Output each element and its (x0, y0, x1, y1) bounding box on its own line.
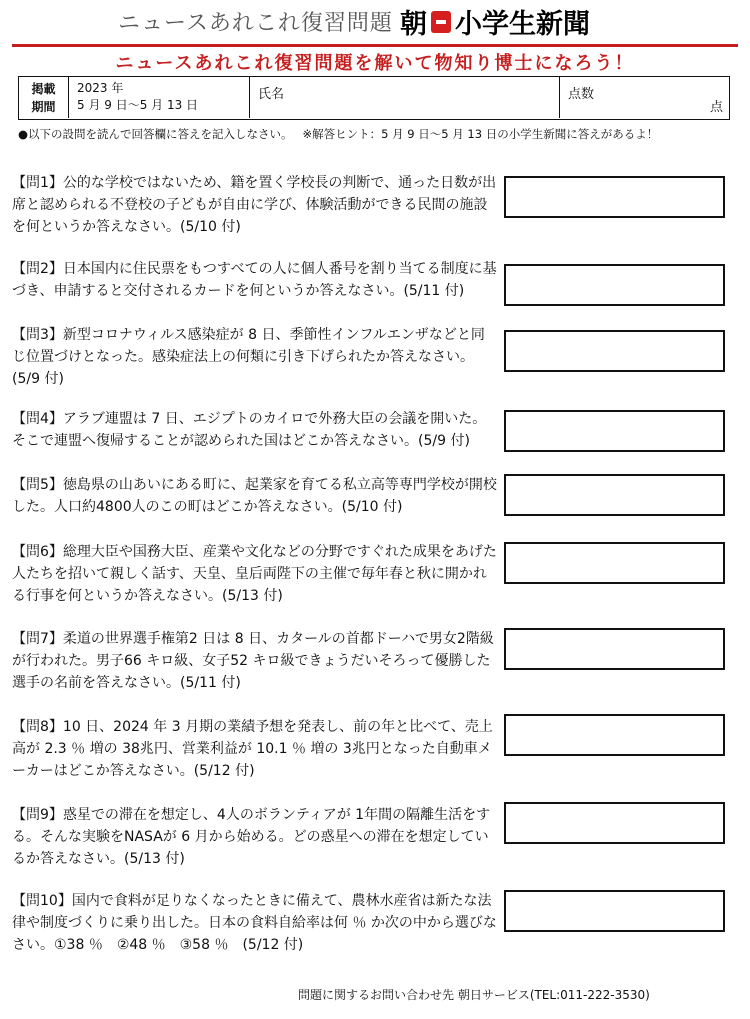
instructions-text: ●以下の設問を読んで回答欄に答えを記入しなさい。 (18, 127, 293, 141)
score-label: 点数 (568, 87, 595, 102)
logo-text-left: 朝 (400, 9, 427, 40)
answer-box-7[interactable] (504, 628, 725, 670)
publication-period (77, 80, 198, 114)
instructions (18, 126, 748, 142)
sheet-title: ニュースあれこれ復習問題 (118, 11, 393, 36)
info-table (18, 76, 730, 120)
name-label: 氏名 (258, 87, 285, 102)
answer-hint: ※解答ヒント：5 月 9 日～5 月 13 日の小学生新聞に答えがあるよ！ (302, 127, 659, 141)
question-8: 【問8】10 日、2024 年 3 月期の業績予想を発表し、前の年と比べて、売上高が 2.3 ％ 増の 38兆円、営業利益が 10.1 ％ 増の 3兆円となった自動車メーカーはどこか答えなさい。(5/12 付) (12, 719, 493, 779)
newspaper-logo (400, 2, 590, 41)
score-field[interactable] (559, 77, 729, 118)
answer-box-10[interactable] (504, 890, 725, 932)
period-year: 2023 年 (77, 81, 124, 95)
page-header (0, 0, 750, 44)
publication-label: 掲載 期間 (19, 77, 69, 118)
sun-logo-icon (431, 11, 451, 33)
question-5: 【問5】徳島県の山あいにある町に、起業家を育てる私立高等専門学校が開校した。人口約4800人のこの町はどこか答えなさい。(5/10 付) (12, 477, 497, 515)
answer-box-8[interactable] (504, 714, 725, 756)
question-2: 【問2】日本国内に住民票をもつすべての人に個人番号を割り当てる制度に基づき、申請すると交付されるカードを何というか答えなさい。(5/11 付) (12, 261, 497, 299)
name-field[interactable] (249, 77, 560, 118)
answer-box-5[interactable] (504, 474, 725, 516)
page-subtitle: ニュースあれこれ復習問題を解いて物知り博士になろう！ (115, 53, 635, 74)
answer-box-4[interactable] (504, 410, 725, 452)
period-dates: 5 月 9 日～5 月 13 日 (77, 98, 199, 112)
question-6: 【問6】総理大臣や国務大臣、産業や文化などの分野ですぐれた成果をあげた人たちを招いて親しく話す、天皇、皇后両陛下の主催で毎年春と秋に開かれる行事を何というか答えなさい。(5/13 付) (12, 544, 497, 604)
answer-box-1[interactable] (504, 176, 725, 218)
answer-box-6[interactable] (504, 542, 725, 584)
answer-box-3[interactable] (504, 330, 725, 372)
question-7: 【問7】柔道の世界選手権第2 日は 8 日、カタールの首都ドーハで男女2階級が行われた。男子66 キロ級、女子52 キロ級できょうだいそろって優勝した選手の名前を答えなさい。(5/11 付) (12, 631, 494, 691)
score-unit: 点 (709, 100, 723, 115)
question-3: 【問3】新型コロナウィルス感染症が 8 日、季節性インフルエンザなどと同じ位置づけとなった。感染症法上の何類に引き下げられたか答えなさい。(5/9 付) (12, 327, 485, 387)
contact-footer: 問題に関するお問い合わせ先 朝日サービス(TEL:011-222-3530) (298, 988, 650, 1002)
question-9: 【問9】惑星での滞在を想定し、4人のボランティアが 1年間の隔離生活をする。そんな実験をNASAが 6 月から始める。どの惑星への滞在を想定しているか答えなさい。(5/13 付) (12, 807, 491, 867)
question-4: 【問4】アラブ連盟は 7 日、エジプトのカイロで外務大臣の会議を開いた。そこで連盟へ復帰することが認められた国はどこか答えなさい。(5/9 付) (12, 411, 487, 449)
logo-text-right: 小学生新聞 (455, 9, 590, 40)
answer-box-9[interactable] (504, 802, 725, 844)
header-divider (12, 44, 738, 47)
question-10: 【問10】国内で食料が足りなくなったときに備えて、農林水産省は新たな法律や制度づくりに乗り出した。日本の食料自給率は何 ％ か次の中から選びなさい。①38 ％ ②48 ％ ③58 ％ (5/12 付) (12, 893, 497, 953)
answer-box-2[interactable] (504, 264, 725, 306)
question-1: 【問1】公的な学校ではないため、籍を置く学校長の判断で、通った日数が出席と認められる不登校の子どもが自由に学び、体験活動ができる民間の施設を何というか答えなさい。(5/10 付) (12, 175, 497, 235)
